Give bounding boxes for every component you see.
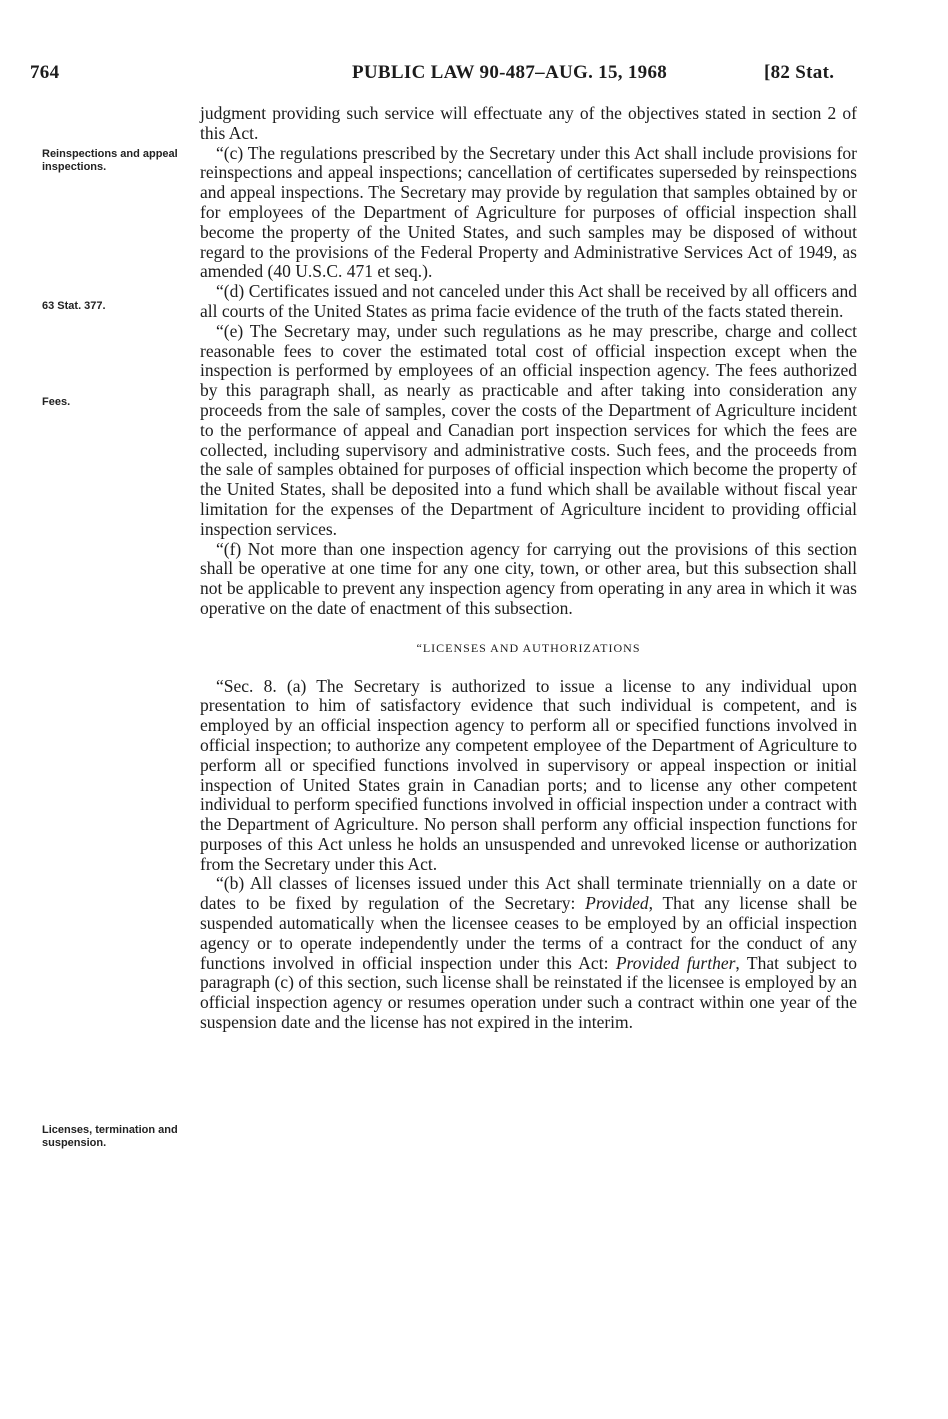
margin-note-reinspections: Reinspections and appeal inspections. bbox=[42, 148, 178, 173]
margin-note-licenses: Licenses, termination and suspension. bbox=[42, 1124, 178, 1149]
provided-term: Provided bbox=[585, 893, 649, 914]
provided-further-term: Provided further bbox=[615, 952, 736, 973]
paragraph-b-part3: , That subject to paragraph (c) of this section, such license shall be reinstated if the licensee is employed by an official inspection agency or resumes operation under such a contract within one year of the suspension date and the license has not expired in the interim. bbox=[200, 952, 858, 1033]
page-number: 764 bbox=[30, 62, 60, 83]
paragraph-continuation: judgment providing such service will effectuate any of the objectives stated in section 2 of this Act. bbox=[200, 103, 857, 143]
paragraph-b bbox=[200, 874, 857, 1032]
paragraph-e: “(e) The Secretary may, under such regulations as he may prescribe, charge and collect reasonable fees to cover the estimated total cost of official inspection except when the inspection is performed by employees of an official inspection agency. The fees authorized by this paragraph shall, as nearly as practicable and after taking into consideration any proceeds from the sale of samples, cover the costs of the Department of Agriculture incident to the performance of appeal and Canadian port inspection services for which the fees are collected, including supervisory and administrative costs. Such fees, and the proceeds from the sale of samples obtained for purposes of official inspection which become the property of the United States, shall be deposited into a fund which shall be available without fiscal year limitation for the expenses of the Department of Agriculture incident to providing official inspection services. bbox=[200, 320, 857, 539]
paragraph-b-part1: “(b) All classes of licenses issued under this Act shall terminate triennially on a date or dates to be fixed by regulation of the Secretary: bbox=[200, 873, 857, 914]
paragraph-b-part2: , That any license shall be suspended automatically when the licensee ceases to be employed by an official inspection agency or to operate independently under the terms of a contract for the conduct of any functions involved in official inspection under this Act: bbox=[200, 893, 857, 973]
paragraph-c: “(c) The regulations prescribed by the Secretary under this Act shall include provisions for reinspections and appeal inspections; cancellation of certificates superseded by reinspections and appeal inspections. The Secretary may provide by regulation that samples obtained by or for employees of the Department of Agriculture for purposes of official inspection shall become the property of the United States, and such samples may be disposed of without regard to the provisions of the Federal Property and Administrative Services Act of 1949, as amended (40 U.S.C. 471 et seq.). bbox=[200, 142, 857, 282]
body-block-upper bbox=[200, 104, 857, 1033]
paragraph-f: “(f) Not more than one inspection agency for carrying out the provisions of this section shall be operative at one time for any one city, town, or other area, but this subsection shall not be applicable to prevent any inspection agency from operating in any area in which it was operative on the date of enactment of this subsection. bbox=[200, 538, 857, 618]
section-heading: “LICENSES AND AUTHORIZATIONS bbox=[416, 640, 641, 655]
volume-reference: [82 Stat. bbox=[764, 62, 835, 83]
margin-note-stat-ref: 63 Stat. 377. bbox=[42, 300, 106, 312]
paragraph-sec-8a: “Sec. 8. (a) The Secretary is authorized to issue a license to any individual upon presentation to him of satisfactory evidence that such individual is competent, and is employed by an official inspection agency to perform all or specified functions involved in official inspection; to authorize any competent employee of the Department of Agriculture to perform all or specified functions involved in supervisory or appeal inspection or initial inspection of United States grain in Canadian ports; and to license any other competent individual to perform specified functions involved in official inspection under a contract with the Department of Agriculture. No person shall perform any official inspection functions for purposes of this Act unless he holds an unsuspended and unrevoked license or authorization from the Secretary under this Act. bbox=[200, 675, 857, 874]
margin-note-fees: Fees. bbox=[42, 396, 71, 408]
running-title: PUBLIC LAW 90-487–AUG. 15, 1968 bbox=[352, 62, 668, 83]
paragraph-d: “(d) Certificates issued and not canceled under this Act shall be received by all officers and all courts of the United States as prima facie evidence of the truth of the facts stated therein. bbox=[200, 281, 857, 321]
